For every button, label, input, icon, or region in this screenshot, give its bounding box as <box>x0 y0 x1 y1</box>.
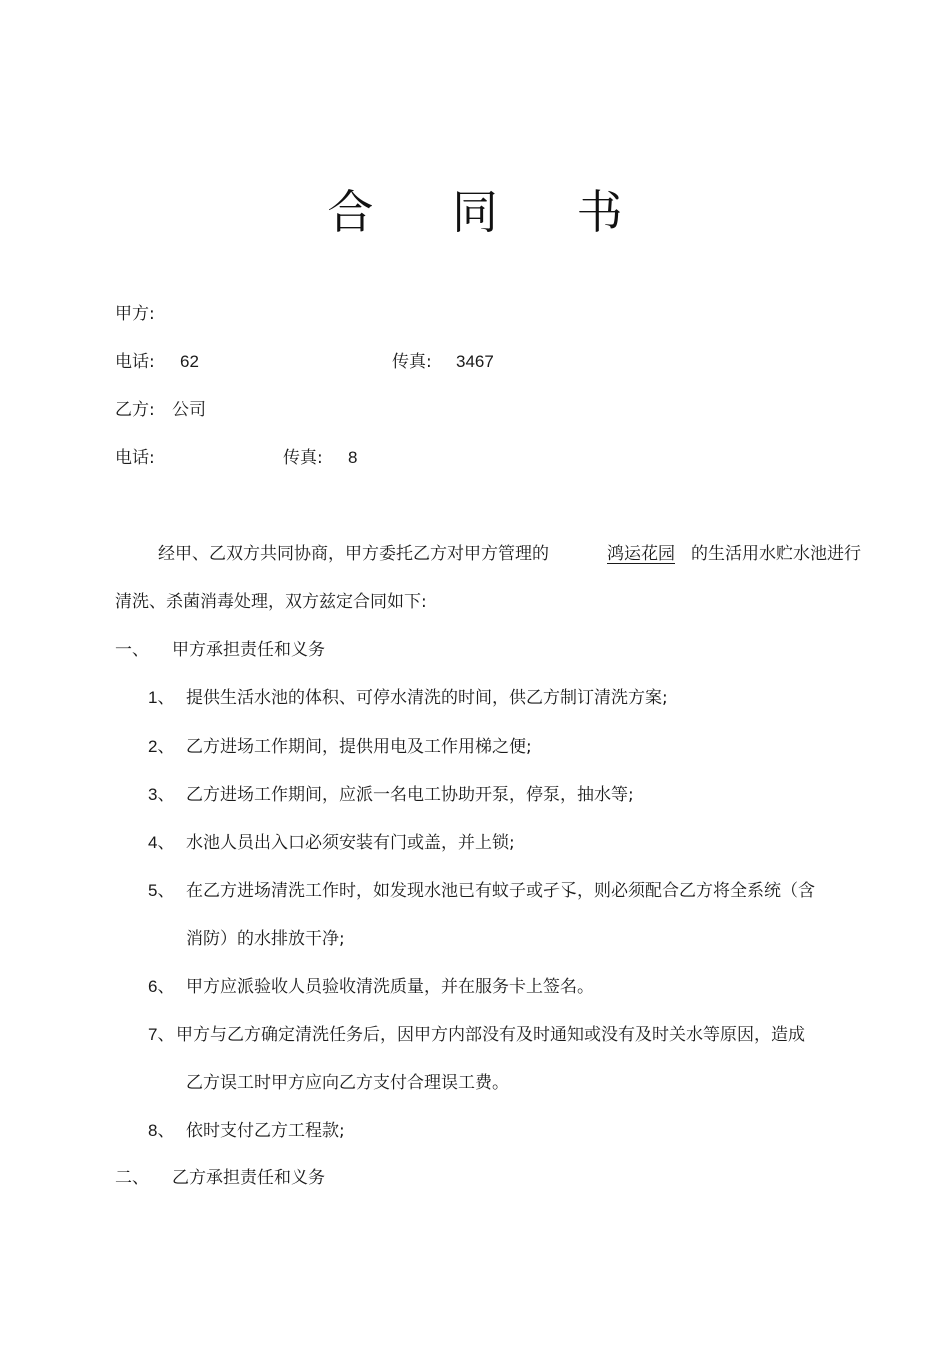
item-5-text: 在乙方进场清洗工作时，如发现水池已有蚊子或孑孓，则必须配合乙方将全系统（含 <box>186 881 815 901</box>
item-1-number: 1、 <box>148 688 175 707</box>
intro-line-2: 清洗、杀菌消毒处理，双方兹定合同如下: <box>115 592 427 612</box>
section-1-marker: 一、 <box>115 640 149 660</box>
item-1-text: 提供生活水池的体积、可停水清洗的时间，供乙方制订清洗方案; <box>186 688 668 708</box>
document-title: 合 同 书 <box>327 185 655 239</box>
party-a-fax-label: 传真: <box>392 352 432 372</box>
estate-name: 鸿运花园 <box>607 544 675 564</box>
item-4-text: 水池人员出入口必须安装有门或盖，并上锁; <box>186 833 515 853</box>
item-6-text: 甲方应派验收人员验收清洗质量，并在服务卡上签名。 <box>186 977 594 997</box>
item-6-number: 6、 <box>148 977 175 996</box>
party-a-phone-value: 62 <box>180 352 199 371</box>
party-a-fax-value: 3467 <box>456 352 494 371</box>
item-5-number: 5、 <box>148 881 175 900</box>
item-7-continuation: 乙方误工时甲方应向乙方支付合理误工费。 <box>186 1073 509 1093</box>
party-a-phone-label: 电话: <box>115 352 155 372</box>
party-b-phone-label: 电话: <box>115 448 155 468</box>
intro-prefix: 经甲、乙双方共同协商，甲方委托乙方对甲方管理的 <box>158 544 549 564</box>
item-2-number: 2、 <box>148 737 175 756</box>
item-8-number: 8、 <box>148 1121 175 1140</box>
item-7-text: 甲方与乙方确定清洗任务后，因甲方内部没有及时通知或没有及时关水等原因，造成 <box>176 1025 805 1045</box>
intro-suffix: 的生活用水贮水池进行 <box>691 544 861 564</box>
party-b-label: 乙方: <box>115 400 155 420</box>
party-b-fax-label: 传真: <box>283 448 323 468</box>
item-3-number: 3、 <box>148 785 175 804</box>
item-4-number: 4、 <box>148 833 175 852</box>
party-b-name: 公司 <box>172 400 206 420</box>
section-2-marker: 二、 <box>115 1168 149 1188</box>
item-8-text: 依时支付乙方工程款; <box>186 1121 345 1141</box>
item-3-text: 乙方进场工作期间，应派一名电工协助开泵，停泵，抽水等; <box>186 785 634 805</box>
section-1-heading: 甲方承担责任和义务 <box>172 640 325 660</box>
item-5-continuation: 消防）的水排放干净; <box>186 929 345 949</box>
item-2-text: 乙方进场工作期间，提供用电及工作用梯之便; <box>186 737 532 757</box>
party-b-fax-value: 8 <box>348 448 358 467</box>
item-7-number: 7、 <box>148 1025 175 1044</box>
section-2-heading: 乙方承担责任和义务 <box>172 1168 325 1188</box>
party-a-label: 甲方: <box>115 304 155 324</box>
